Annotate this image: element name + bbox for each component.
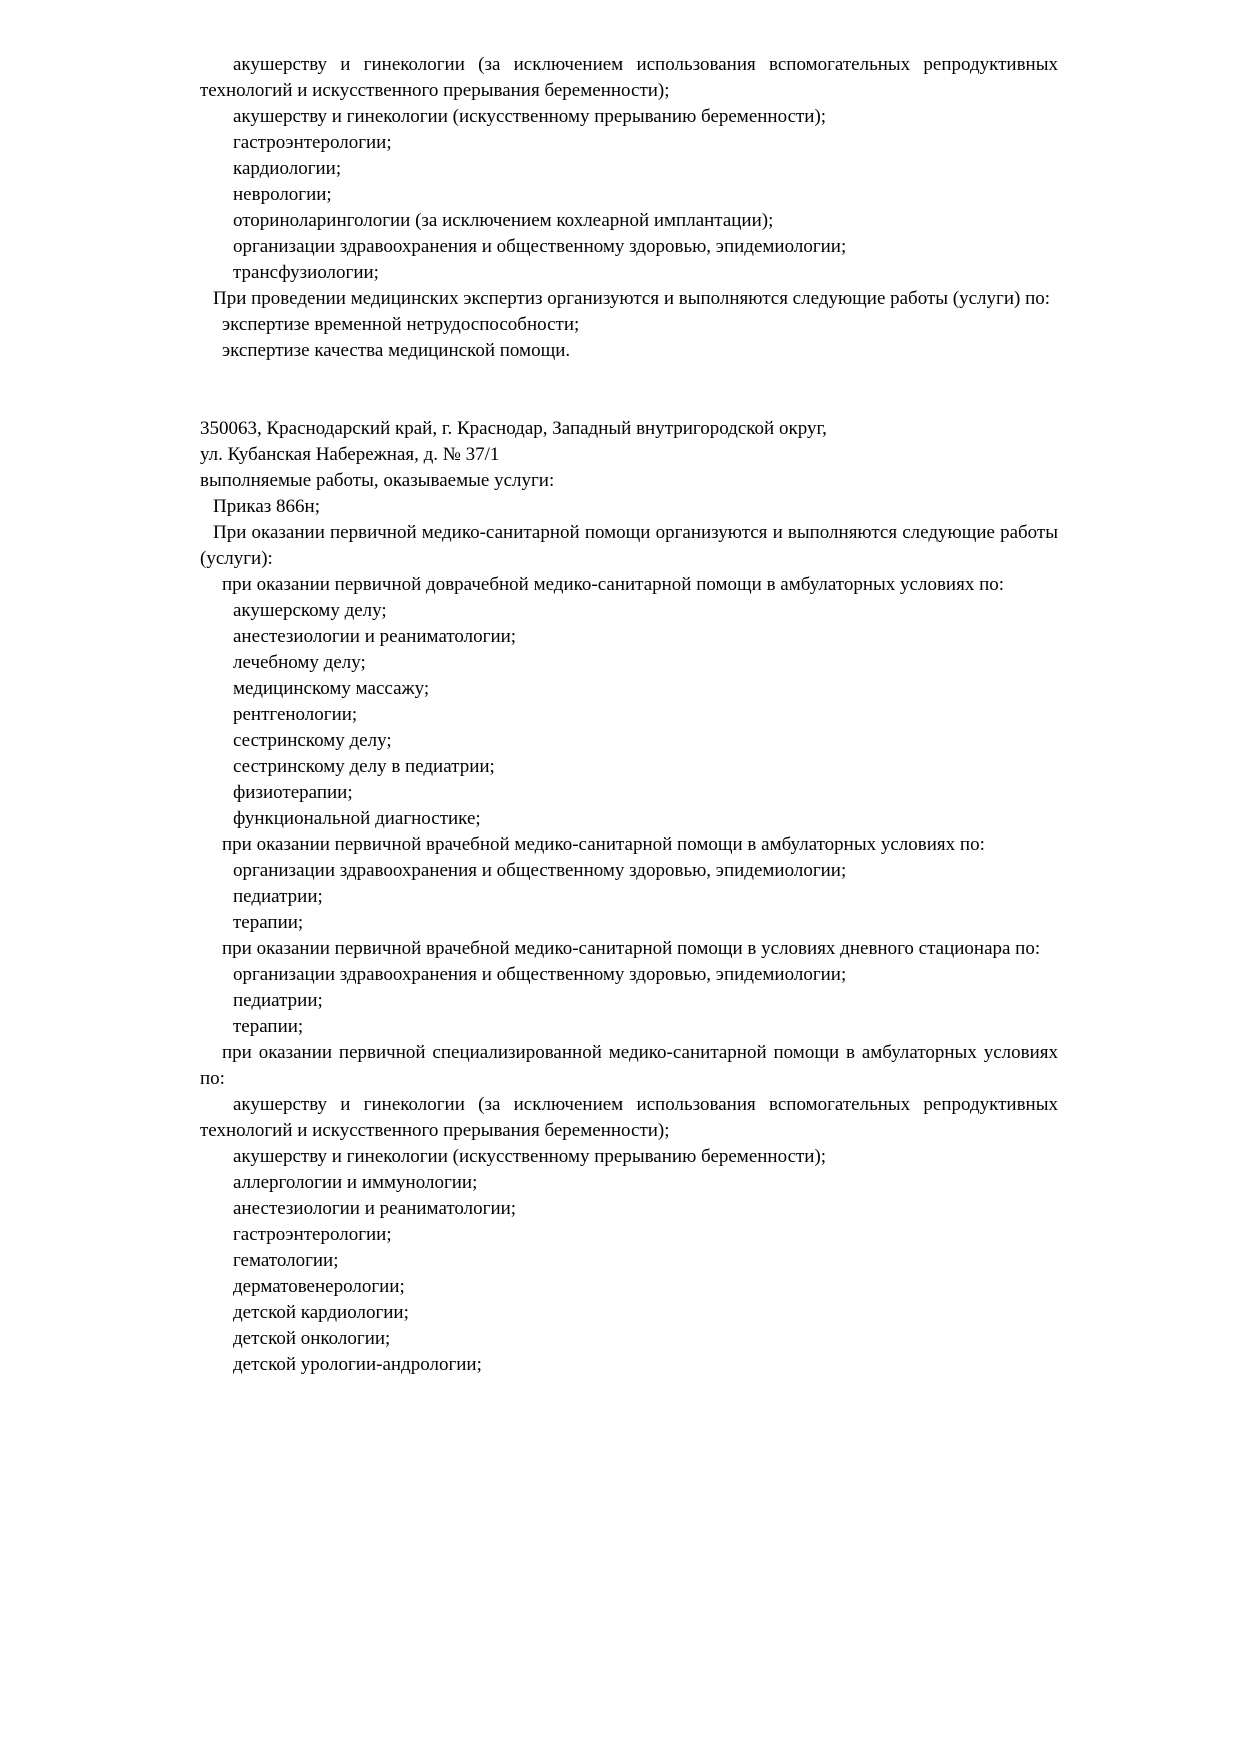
- document-line: сестринскому делу в педиатрии;: [233, 756, 495, 777]
- document-line: дерматовенерологии;: [233, 1276, 405, 1297]
- document-line: детской урологии-андрологии;: [233, 1354, 482, 1375]
- document-line: При проведении медицинских экспертиз организуются и выполняются следующие работы (услуги) по:: [213, 288, 1051, 309]
- document-line: экспертизе качества медицинской помощи.: [222, 340, 571, 361]
- document-line: медицинскому массажу;: [233, 678, 430, 699]
- document-line: оториноларингологии (за исключением кохлеарной имплантации);: [233, 210, 774, 231]
- document-line: кардиологии;: [233, 158, 342, 179]
- document-line: при оказании первичной специализированной медико-санитарной помощи в амбулаторных условиях по:: [200, 1042, 1058, 1089]
- document-line: при оказании первичной врачебной медико-санитарной помощи в амбулаторных условиях по:: [222, 834, 985, 855]
- document-line: терапии;: [233, 912, 304, 933]
- document-line: гастроэнтерологии;: [233, 132, 392, 153]
- document-line: акушерству и гинекологии (искусственному прерыванию беременности);: [233, 1146, 827, 1167]
- document-line: аллергологии и иммунологии;: [233, 1172, 478, 1193]
- document-line: гастроэнтерологии;: [233, 1224, 392, 1245]
- document-line: организации здравоохранения и общественному здоровью, эпидемиологии;: [233, 236, 847, 257]
- document-line: терапии;: [233, 1016, 304, 1037]
- document-line: организации здравоохранения и общественному здоровью, эпидемиологии;: [233, 860, 847, 881]
- document-line: гематологии;: [233, 1250, 339, 1271]
- document-line: детской кардиологии;: [233, 1302, 409, 1323]
- document-line: анестезиологии и реаниматологии;: [233, 1198, 517, 1219]
- document-line: При оказании первичной медико-санитарной помощи организуются и выполняются следующие работы (услуги):: [200, 522, 1058, 569]
- blank-line: [200, 390, 1058, 416]
- document-line: лечебному делу;: [233, 652, 366, 673]
- document-line: при оказании первичной доврачебной медико-санитарной помощи в амбулаторных условиях по:: [222, 574, 1005, 595]
- document-line: рентгенологии;: [233, 704, 358, 725]
- document-line: неврологии;: [233, 184, 332, 205]
- document-line: Приказ 866н;: [213, 496, 320, 517]
- document-line: акушерству и гинекологии (за исключением использования вспомогательных репродуктивных технологий и искусственного прерывания беременности);: [200, 1094, 1058, 1141]
- document-line: акушерству и гинекологии (искусственному прерыванию беременности);: [233, 106, 827, 127]
- document-line: при оказании первичной врачебной медико-санитарной помощи в условиях дневного стационара по:: [222, 938, 1041, 959]
- document-line: ул. Кубанская Набережная, д. № 37/1: [200, 444, 500, 465]
- document-line: акушерскому делу;: [233, 600, 387, 621]
- document-line: функциональной диагностике;: [233, 808, 481, 829]
- document-line: организации здравоохранения и общественному здоровью, эпидемиологии;: [233, 964, 847, 985]
- document-line: детской онкологии;: [233, 1328, 391, 1349]
- document-line: педиатрии;: [233, 990, 323, 1011]
- document-line: сестринскому делу;: [233, 730, 392, 751]
- document-line: выполняемые работы, оказываемые услуги:: [200, 470, 555, 491]
- blank-line: [200, 364, 1058, 390]
- document-line: экспертизе временной нетрудоспособности;: [222, 314, 580, 335]
- document-line: трансфузиологии;: [233, 262, 379, 283]
- document-line: акушерству и гинекологии (за исключением использования вспомогательных репродуктивных технологий и искусственного прерывания беременности);: [200, 54, 1058, 101]
- document-line: физиотерапии;: [233, 782, 353, 803]
- document-line: анестезиологии и реаниматологии;: [233, 626, 517, 647]
- document-line: 350063, Краснодарский край, г. Краснодар, Западный внутригородской округ,: [200, 418, 827, 439]
- document-line: педиатрии;: [233, 886, 323, 907]
